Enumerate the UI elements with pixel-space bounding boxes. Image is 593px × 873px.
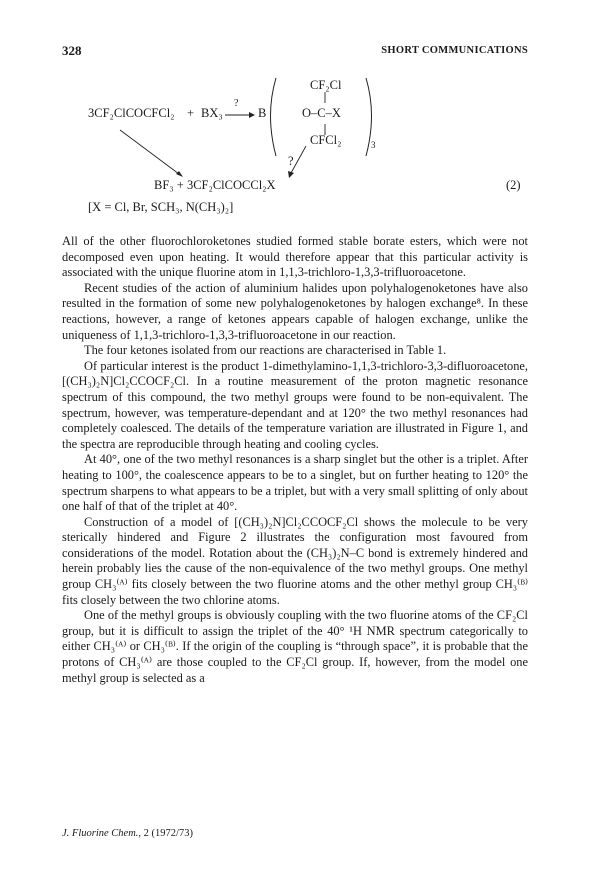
ester-middle: O–C–X [302,106,341,120]
paragraph-3: The four ketones isolated from our reactions are characterised in Table 1. [84,343,447,358]
boron-atom: B [258,106,267,120]
diag-left [120,130,179,174]
products: BF₃ + 3CF₂ClCOCCl₂X [154,178,276,192]
reactant-boron: BX₃ [201,106,223,120]
running-title: SHORT COMMUNICATIONS [381,45,528,56]
diag-right-head [288,171,294,178]
diag-left-head [176,171,183,177]
equation-number: (2) [506,178,521,192]
page-number: 328 [62,43,82,58]
paragraph-4: Of particular interest is the product 1-dimethylamino-1,1,3-trichloro-3,3-difluoroacetone, [(CH₃)₂N]Cl₂CCOCF₂Cl. In a routine measurement of the proton magnetic resonance spectrum of this compound, the two methyl groups were found to be non-equivalent. The spectrum, however, was temperature-dependant and at 120° the two methyl resonances had completely coalesced. The details of the temperature variation are illustrated in Figure 1, and the spectra are reproducible through heating and cooling cycles. [62,358,528,451]
reaction-scheme [62,70,528,226]
paragraph-5: At 40°, one of the two methyl resonances is a sharp singlet but the other is a triplet. After heating to 100°, the coalescence appears to be to a singlet, but on further heating to 120° the spectrum sharpens to what appears to be a triplet, but with a very small splitting of only about one half of that of the triplet at 40°. [62,452,528,514]
ester-bottom: CFCl₂ [310,133,342,147]
paragraph-6: Construction of a model of [(CH₃)₂N]Cl₂CCOCF₂Cl shows the molecule to be very sterically hindered and Figure 2 illustrates the configuration most favoured from considerations of the model. Rotation about the (CH₃)₂N–C bond is extremely hindered and herein probably lies the cause of the non-equivalence of the two methyl groups. One methyl group CH₃⁽ᴬ⁾ fits closely between the two fluorine atoms and the other methyl group CH₃⁽ᴮ⁾ fits closely between the two chlorine atoms. [62,514,528,607]
journal-citation: 2 (1972/73) [141,828,193,839]
arrow-query: ? [234,98,239,109]
paragraph-2: Recent studies of the action of aluminium halides upon polyhalogenoketones have also resulted in the formation of some new polyhalogenoketones by halogen exchange⁸. In these reactions, however, a range of ketones appears capable of halogen exchange, unlike the uniqueness of 1,1,3-trichloro-1,3,3-trifluoroacetone in our reaction. [62,280,528,342]
plus-sign: + [187,106,195,120]
article-body [62,234,528,686]
left-paren [271,78,277,156]
ester-top: CF₂Cl [310,78,342,92]
reactant-ketone: 3CF₂ClCOCFCl₂ [88,106,175,120]
paragraph-7: One of the methyl groups is obviously coupling with the two fluorine atoms of the CF₂Cl group, but it is difficult to assign the triplet of the 40° ¹H NMR spectrum categorically to either CH₃⁽ᴬ⁾ or CH₃⁽ᴮ⁾. If the origin of the coupling is “through space”, it is probable that the protons of CH₃⁽ᴬ⁾ are those coupled to the CF₂Cl group. If, however, from the model one methyl group is selected as a [62,608,528,685]
journal-name: J. Fluorine Chem., [62,828,142,839]
x-definition: [X = Cl, Br, SCH₃, N(CH₃)₂] [88,200,234,214]
reaction-arrowhead [249,112,255,118]
page-header [62,43,528,59]
ester-subscript: 3 [371,140,376,150]
paragraph-1: All of the other fluorochloroketones studied formed stable borate esters, which were not decomposed even upon heating. It would therefore appear that this particular activity is associated with the unique fluorine atom in 1,1,3-trichloro-1,3,3-trifluoroacetone. [62,234,528,280]
diag-query: ? [288,154,294,168]
journal-footer [62,828,193,839]
